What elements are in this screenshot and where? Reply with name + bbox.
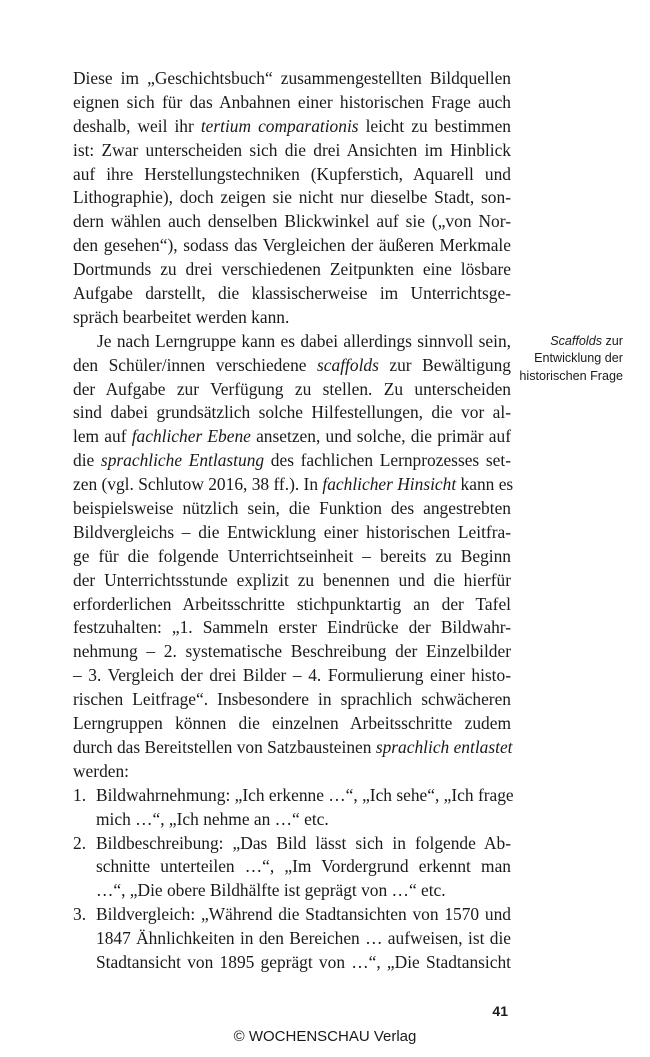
text-run: Diese im „Geschichtsbuch“ zusammengestellten Bildquellen [73, 68, 511, 88]
text-run: Lerngruppen können die einzelnen Arbeitsschritte zudem [73, 713, 511, 734]
text-run: Aufgabe darstellt, die klassischerweise im Unterrichtsge- [73, 283, 511, 304]
text-run: – 3. Vergleich der drei Bilder – 4. Formulierung einer histo- [73, 665, 511, 686]
text-run: Stadtansicht von 1895 geprägt von …“, „Die Stadtansicht [96, 951, 511, 972]
text-line [73, 67, 511, 91]
text-run: …“, „Die obere Bildhälfte ist geprägt von …“ etc. [96, 880, 446, 901]
body-text [73, 67, 514, 975]
publisher-footer: © WOCHENSCHAU Verlag [233, 1028, 417, 1045]
text-run: zur Bewältigung [378, 354, 511, 375]
page-number: 41 [492, 1003, 508, 1019]
italic-text: tertium comparationis [200, 115, 359, 136]
list-item-line [73, 951, 511, 975]
italic-text: scaffolds [317, 354, 379, 375]
text-line [73, 258, 511, 282]
list-item-line [73, 903, 511, 927]
text-run: durch das Bereitstellen von Satzbausteinen [73, 736, 376, 757]
text-run: zur [602, 334, 623, 348]
text-run: den Schüler/innen verschiedene [73, 354, 318, 375]
text-line [73, 545, 511, 569]
margin-note-line [510, 333, 623, 350]
text-line [73, 688, 511, 712]
list-item-line [73, 784, 514, 808]
text-run: schnitte unterteilen …“, „Im Vordergrund erkennt man [96, 856, 511, 877]
margin-note-line [510, 368, 623, 385]
text-line [73, 569, 511, 593]
text-run: ge für die folgende Unterrichtseinheit – bereits zu Beginn [73, 545, 511, 566]
text-run: 1847 Ähnlichkeiten in den Bereichen … aufweisen, ist die [96, 928, 511, 949]
text-run: ansetzen, und solche, die primär auf [250, 426, 511, 447]
text-run: der Aufgabe zur Verfügung zu stellen. Zu unterscheiden [73, 378, 511, 399]
text-line [73, 760, 511, 784]
list-item-line [73, 927, 511, 951]
margin-note-line [510, 350, 623, 367]
text-run: der Unterrichtsstunde explizit zu benennen und die hierfür [73, 569, 511, 590]
text-run: Lithographie), doch zeigen sie nicht nur dieselbe Stadt, son- [73, 187, 511, 208]
text-run: Bildbeschreibung: „Das Bild lässt sich in folgende Ab- [96, 832, 511, 853]
italic-text: Scaffolds [550, 334, 602, 348]
text-line [73, 736, 511, 760]
text-run: werden: [73, 760, 130, 781]
text-line [73, 91, 511, 115]
text-line [73, 234, 511, 258]
italic-text: sprachliche Entlastung [100, 450, 265, 471]
text-run: eignen sich für das Anbahnen einer historischen Frage auch [73, 91, 511, 112]
text-run: lem auf [73, 426, 132, 447]
margin-note [510, 333, 623, 385]
text-run: erforderlichen Arbeitsschritte stichpunktartig an der Tafel [73, 593, 511, 614]
text-run: leicht zu bestimmen [358, 115, 511, 136]
text-run: des fachlichen Lernprozesses set- [264, 450, 511, 471]
list-item-line [73, 808, 511, 832]
italic-text: fachlicher Hinsicht [322, 474, 457, 495]
text-run: Entwicklung der [534, 351, 623, 366]
text-line [73, 330, 511, 354]
text-line [73, 186, 511, 210]
text-run: festzuhalten: „1. Sammeln erster Eindrücke der Bildwahr- [73, 617, 511, 638]
text-line [73, 593, 511, 617]
text-run: nehmung – 2. systematische Beschreibung der Einzelbilder [73, 641, 511, 662]
text-run: beispielsweise nützlich sein, die Funktion des angestrebten [73, 498, 511, 519]
text-line [73, 616, 511, 640]
text-line [73, 497, 511, 521]
text-run: Dortmunds zu drei verschiedenen Zeitpunkten eine lösbare [73, 259, 511, 280]
text-run: historischen Frage [519, 368, 623, 383]
text-run: Bildwahrnehmung: „Ich erkenne …“, „Ich sehe“, „Ich frage [96, 784, 514, 805]
text-run: sind dabei grundsätzlich solche Hilfestellungen, die vor al- [73, 402, 511, 423]
text-line [73, 163, 511, 187]
text-run: zen (vgl. Schlutow 2016, 38 ff.). In [73, 474, 323, 495]
list-item-line [73, 879, 511, 903]
text-run: Je nach Lerngruppe kann es dabei allerdings sinnvoll sein, [97, 330, 511, 351]
text-run: dern wählen auch denselben Blickwinkel auf sie („von Nor- [73, 211, 511, 232]
list-number: 1. [73, 784, 87, 805]
text-line [73, 640, 511, 664]
text-line [73, 473, 514, 497]
list-item-line [73, 832, 511, 856]
text-run: die [73, 450, 101, 471]
text-line [73, 306, 511, 330]
text-run: ist: Zwar unterscheiden sich die drei Ansichten im Hinblick [73, 139, 511, 160]
text-line [73, 521, 511, 545]
text-run: mich …“, „Ich nehme an …“ etc. [96, 808, 329, 829]
list-item-line [73, 855, 511, 879]
list-number: 2. [73, 832, 87, 853]
text-run: kann es [456, 474, 514, 495]
text-line [73, 139, 511, 163]
text-run: spräch bearbeitet werden kann. [73, 306, 290, 327]
text-line [73, 115, 511, 139]
text-line [73, 401, 511, 425]
text-line [73, 354, 511, 378]
text-line [73, 664, 511, 688]
text-line [73, 449, 511, 473]
text-line [73, 282, 511, 306]
text-line [73, 712, 511, 736]
italic-text: fachlicher Ebene [131, 426, 251, 447]
text-run: deshalb, weil ihr [73, 115, 201, 136]
text-run: auf ihre Herstellungstechniken (Kupferstich, Aquarell und [73, 163, 511, 184]
text-line [73, 425, 511, 449]
text-run: Bildvergleich: „Während die Stadtansichten von 1570 und [96, 904, 511, 925]
italic-text: sprachlich entlastet [375, 736, 513, 757]
text-line [73, 378, 511, 402]
text-run: Bildvergleichs – die Entwicklung einer historischen Leitfra- [73, 521, 511, 542]
text-run: rischen Leitfrage“. Insbesondere in sprachlich schwächeren [73, 689, 511, 710]
list-number: 3. [73, 904, 87, 925]
text-line [73, 210, 511, 234]
text-run: den gesehen“), sodass das Vergleichen der äußeren Merkmale [73, 235, 511, 256]
